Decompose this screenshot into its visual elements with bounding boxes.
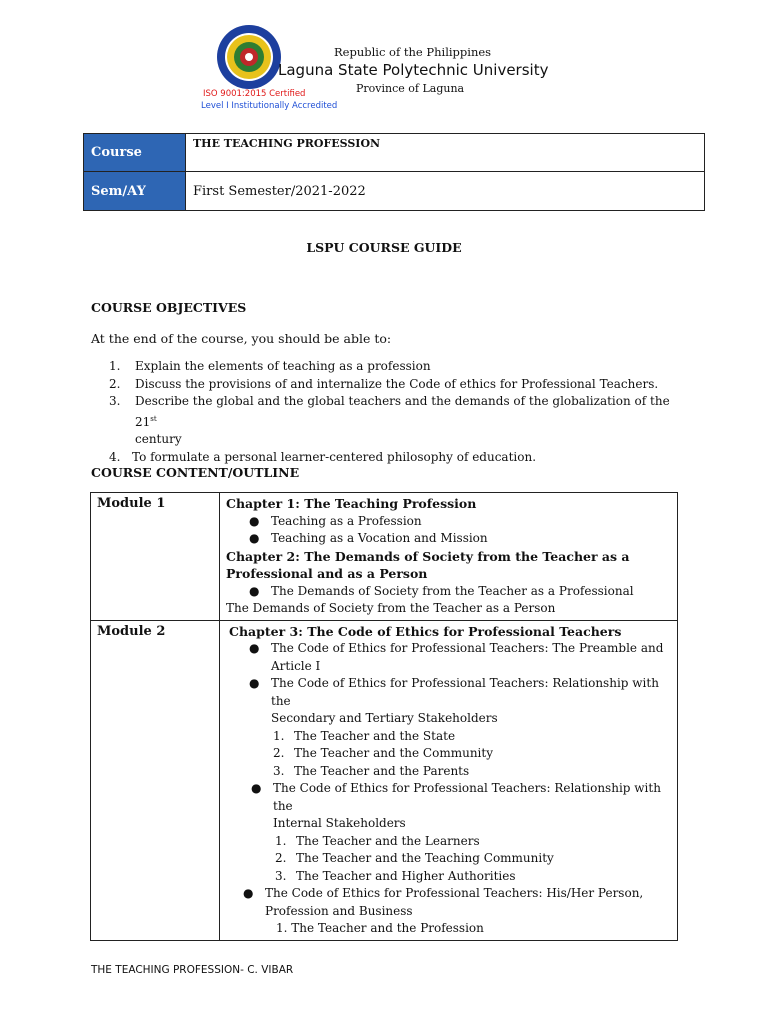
accreditation-level: Level I Institutionally Accredited <box>201 101 338 111</box>
topic-text-continued: Article I <box>271 658 321 673</box>
subtopic-text: The Teacher and the State <box>294 728 456 743</box>
objective-text: Discuss the provisions of and internalize the Code of ethics for Professional Teachers. <box>135 376 659 391</box>
chapter-title: Chapter 1: The Teaching Profession <box>226 496 477 511</box>
semay-row <box>84 172 705 211</box>
subtopic-number: 2. <box>275 851 287 865</box>
iso-certification: ISO 9001:2015 Certified <box>203 89 306 99</box>
subtopic-item <box>226 868 671 886</box>
bullet-icon: ● <box>249 531 260 545</box>
objective-text: To formulate a personal learner-centered philosophy of education. <box>132 449 537 464</box>
subtopic-number: 2. <box>273 746 285 760</box>
topic-text: The Code of Ethics for Professional Teachers: Relationship with the <box>273 781 661 813</box>
subtopic-number: 3. <box>273 763 285 778</box>
topic-item <box>226 640 671 658</box>
objective-item <box>91 449 691 467</box>
bullet-icon: ● <box>243 886 254 900</box>
objective-number: 1. <box>109 359 121 373</box>
module-label: Module 1 <box>91 493 220 621</box>
topic-text: The Code of Ethics for Professional Teachers: Relationship with the <box>271 676 659 708</box>
topic-item <box>226 675 671 710</box>
outline-table <box>90 492 678 941</box>
objective-item <box>91 358 691 376</box>
objective-item <box>91 376 691 394</box>
objective-text: Describe the global and the global teachers and the demands of the globalization of the 21 <box>135 394 670 429</box>
subtopic-item <box>226 833 671 851</box>
outline-heading: COURSE CONTENT/OUTLINE <box>91 465 300 480</box>
subtopic-item <box>226 745 671 763</box>
topic-item <box>226 583 671 601</box>
topic-text-continued: Secondary and Tertiary Stakeholders <box>271 711 498 725</box>
course-info-table <box>83 133 705 211</box>
topic-item <box>226 885 671 903</box>
objective-text: Explain the elements of teaching as a profession <box>135 359 431 373</box>
subtopic-item <box>226 850 671 868</box>
objective-number: 2. <box>109 376 121 391</box>
ordinal-suffix: st <box>150 414 157 423</box>
topic-text: The Code of Ethics for Professional Teachers: His/Her Person, <box>265 886 644 900</box>
chapter-title: Chapter 2: The Demands of Society from the Teacher as a Professional and as a Person <box>226 548 630 581</box>
objective-item <box>91 393 691 449</box>
subtopic-item <box>226 728 671 746</box>
objective-text-continued: century <box>135 432 182 446</box>
module-label: Module 2 <box>91 620 220 940</box>
topic-item <box>226 530 671 548</box>
subtopic-number: 3. <box>275 868 287 883</box>
topic-text: The Demands of Society from the Teacher as a Professional <box>271 583 634 598</box>
topic-text-continued: Internal Stakeholders <box>273 816 406 830</box>
subtopic-number: 1. <box>275 833 287 848</box>
university-name: Laguna State Polytechnic University <box>278 61 549 79</box>
province-line: Province of Laguna <box>356 82 465 95</box>
module-row <box>91 493 678 621</box>
bullet-icon: ● <box>251 781 262 795</box>
bullet-icon: ● <box>249 583 260 598</box>
bullet-icon: ● <box>249 676 260 690</box>
module-row <box>91 620 678 940</box>
page-footer: THE TEACHING PROFESSION- C. VIBAR <box>91 964 294 976</box>
course-label: Course <box>84 134 186 172</box>
topic-text-plain: The Demands of Society from the Teacher as a Person <box>226 601 556 615</box>
subtopic-item <box>226 763 671 781</box>
subtopic-text: The Teacher and Higher Authorities <box>296 868 516 883</box>
semay-value: First Semester/2021-2022 <box>186 172 705 211</box>
objective-number: 3. <box>109 394 121 408</box>
objectives-heading: COURSE OBJECTIVES <box>91 300 247 315</box>
topic-text: The Code of Ethics for Professional Teachers: The Preamble and <box>271 641 664 655</box>
subtopic-text: The Teacher and the Learners <box>296 833 480 848</box>
objectives-list <box>91 358 691 466</box>
topic-item <box>226 780 671 815</box>
subtopic-text: The Teacher and the Teaching Community <box>296 851 554 865</box>
republic-line: Republic of the Philippines <box>334 45 492 59</box>
subtopic-text: The Teacher and the Community <box>294 746 493 760</box>
guide-title: LSPU COURSE GUIDE <box>306 240 462 255</box>
bullet-icon: ● <box>249 513 260 528</box>
chapter-title: Chapter 3: The Code of Ethics for Professional Teachers <box>229 623 622 639</box>
course-value: THE TEACHING PROFESSION <box>186 134 705 172</box>
university-logo <box>216 24 282 90</box>
topic-text: Teaching as a Vocation and Mission <box>271 531 488 545</box>
subtopic-number: 1. <box>273 728 285 743</box>
module-content <box>220 620 678 940</box>
topic-text: Teaching as a Profession <box>271 513 422 528</box>
bullet-icon: ● <box>249 641 260 655</box>
course-row <box>84 134 705 172</box>
topic-item <box>226 513 671 531</box>
objectives-intro: At the end of the course, you should be able to: <box>91 331 392 346</box>
subtopic-item: 1. The Teacher and the Profession <box>276 921 484 935</box>
subtopic-text: The Teacher and the Parents <box>294 763 470 778</box>
topic-text-continued: Profession and Business <box>265 903 413 918</box>
module-content <box>220 493 678 621</box>
semay-label: Sem/AY <box>84 172 186 211</box>
objective-number: 4. <box>109 449 121 464</box>
